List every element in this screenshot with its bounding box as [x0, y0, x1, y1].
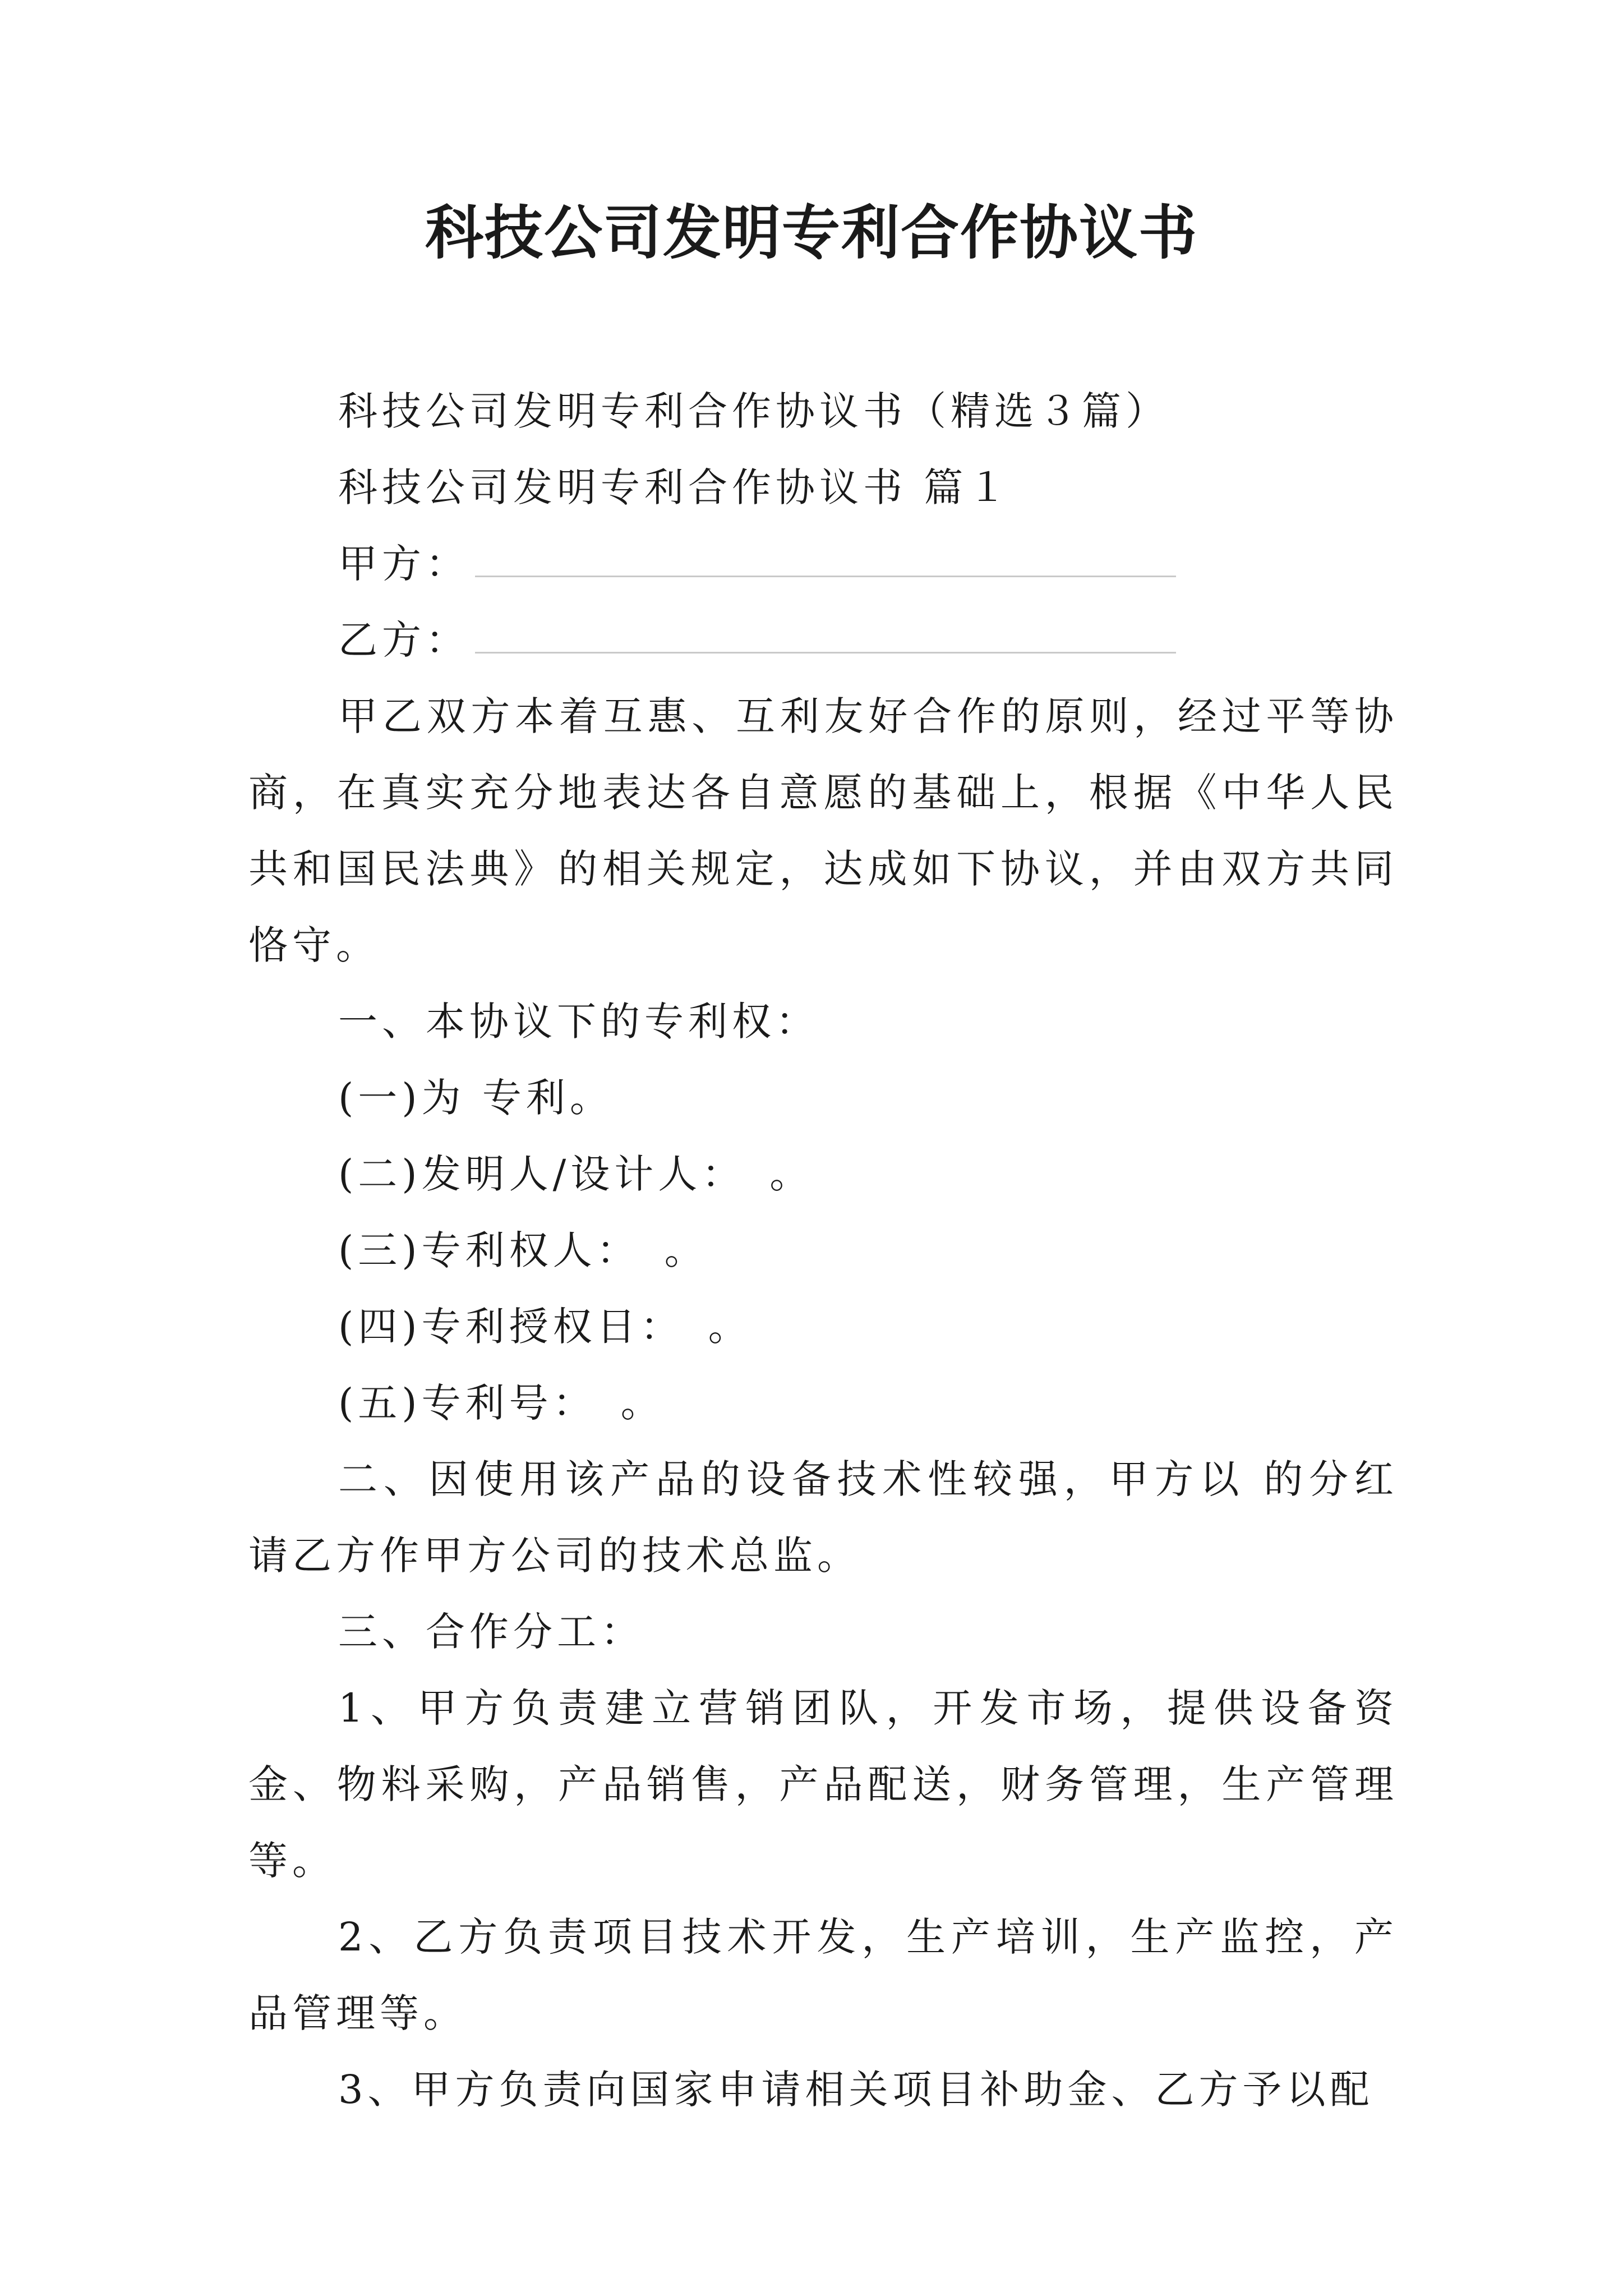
- clause-2-paragraph: 二、因使用该产品的设备技术性较强，甲方以 的分红请乙方作甲方公司的技术总监。: [248, 1456, 1398, 1579]
- section-heading: 科技公司发明专利合作协议书 篇１: [338, 464, 1012, 510]
- clause-3-item: 3、甲方负责向国家申请相关项目补助金、乙方予以配: [338, 2067, 1374, 2113]
- clause-1-item: (三)专利权人： 。: [338, 1227, 708, 1273]
- clause-1-heading: 一、本协议下的专利权：: [338, 999, 819, 1045]
- clause-1-item: (四)专利授权日： 。: [338, 1304, 752, 1350]
- intro-paragraph: 甲乙双方本着互惠、互利友好合作的原则，经过平等协商，在真实充分地表达各自意愿的基础上，根据《中华人民共和国民法典》的相关规定，达成如下协议，并由双方共同恪守。: [248, 693, 1398, 968]
- clause-3-heading: 三、合作分工：: [338, 1609, 644, 1655]
- party-b-blank: [475, 618, 1176, 654]
- clause-1-item: (五)专利号： 。: [338, 1380, 665, 1426]
- party-b-line: [248, 602, 1398, 678]
- party-a-label: 甲方：: [338, 541, 469, 587]
- clause-1-item: (二)发明人/设计人： 。: [338, 1151, 814, 1197]
- party-b-label: 乙方：: [338, 617, 469, 663]
- clause-3-item: 2、乙方负责项目技术开发，生产培训，生产监控，产品管理等。: [248, 1914, 1398, 2036]
- party-a-line: [248, 526, 1398, 602]
- clause-1-item: (一)为 专利。: [338, 1075, 614, 1121]
- document-subtitle: 科技公司发明专利合作协议书（精选３篇）: [338, 388, 1169, 434]
- document-title: 科技公司发明专利合作协议书: [425, 198, 1198, 267]
- clause-3-item: 1、甲方负责建立营销团队，开发市场，提供设备资金、物料采购，产品销售，产品配送，财务管理，生产管理等。: [248, 1685, 1398, 1884]
- party-a-blank: [475, 542, 1176, 577]
- document-body: [248, 373, 1398, 2128]
